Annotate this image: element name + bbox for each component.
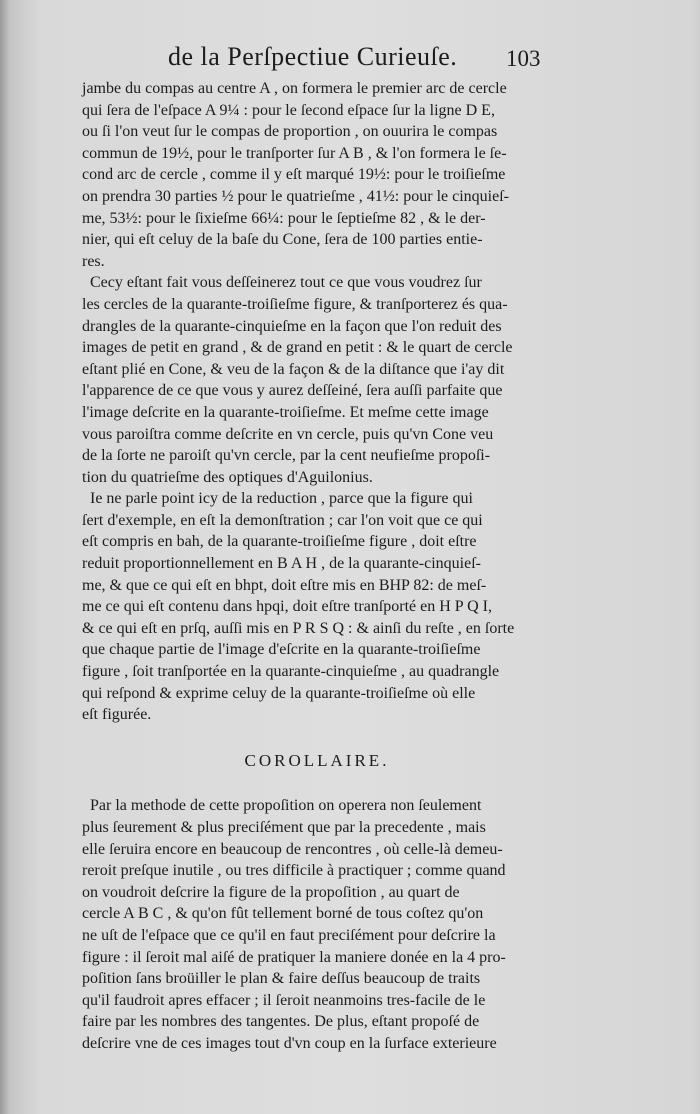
text-line: me, & que ce qui eſt en bhpt, doit eſtre mis en BHP 82: de meſ-	[82, 576, 487, 594]
text-body	[82, 78, 538, 1055]
text-line: me, 53½: pour le ſixieſme 66¼: pour le ſeptieſme 82 , & le der-	[82, 209, 486, 227]
text-line: eſtant plié en Cone, & veu de la façon & de la diſtance que i'ay dit	[82, 360, 505, 378]
text-line: plus ſeurement & plus preciſément que par la precedente , mais	[82, 819, 486, 836]
text-line: tion du quatrieſme des optiques d'Aguilonius.	[82, 468, 373, 486]
text-line: qui reſpond & exprime celuy de la quarante-troiſieſme où elle	[82, 684, 476, 702]
section-heading: COROLLAIRE.	[244, 750, 390, 770]
text-line: cercle A B C , & qu'on fût tellement borné de tous coſtez qu'on	[82, 905, 484, 923]
running-title: de la Perſpectiue Curieuſe.	[168, 42, 458, 71]
text-line: figure , ſoit tranſportée en la quarante-cinquieſme , au quadrangle	[82, 663, 500, 681]
paragraph-4	[82, 795, 538, 1054]
text-line: on prendra 30 parties ½ pour le quatrieſme , 41½: pour le cinquieſ-	[82, 187, 509, 205]
text-line: elle ſeruira encore en beaucoup de rencontres , où celle-là demeu-	[82, 840, 503, 858]
text-line: commun de 19½, pour le tranſporter ſur A B , & l'on formera le ſe-	[82, 144, 507, 162]
paragraph-2	[82, 272, 538, 488]
text-line: de la ſorte ne paroiſt qu'vn cercle, par la cent neufieſme propoſi-	[82, 447, 491, 465]
text-line: images de petit en grand , & de grand en petit : & le quart de cercle	[82, 339, 513, 357]
text-line: res.	[82, 252, 105, 270]
text-line: Par la methode de cette propoſition on operera non ſeulement	[90, 797, 482, 815]
text-line: faire par les nombres des tangentes. De plus, eſtant propoſé de	[82, 1013, 480, 1031]
text-line: qu'il faudroit apres effacer ; il ſeroit neanmoins tres-facile de le	[82, 991, 486, 1009]
text-line: jambe du compas au centre A , on formera le premier arc de cercle	[82, 80, 507, 97]
text-line: cond arc de cercle , comme il y eſt marqué 19½: pour le troiſieſme	[82, 166, 506, 184]
text-line: on voudroit deſcrire la figure de la propoſition , au quart de	[82, 883, 460, 901]
text-line: l'image deſcrite en la quarante-troiſieſme. Et meſme cette image	[82, 403, 489, 421]
text-line: vous paroiſtra comme deſcrite en vn cercle, puis qu'vn Cone veu	[82, 425, 494, 443]
text-line: ſert d'exemple, en eſt la demonſtration ; car l'on voit que ce qui	[82, 511, 483, 529]
text-line: ou ſi l'on veut ſur le compas de proportion , on ouurira le compas	[82, 123, 498, 141]
text-line: Ie ne parle point icy de la reduction , parce que la figure qui	[90, 490, 473, 508]
text-line: Cecy eſtant fait vous deſſeinerez tout ce que vous voudrez ſur	[90, 274, 482, 292]
text-line: & ce qui eſt en prſq, auſſi mis en P R S Q : & ainſi du reſte , en ſorte	[82, 619, 515, 637]
text-line: eſt compris en bah, de la quarante-troiſieſme figure , doit eſtre	[82, 533, 477, 551]
text-line: nier, qui eſt celuy de la baſe du Cone, ſera de 100 parties entie-	[82, 231, 483, 249]
text-line: poſition ſans broüiller le plan & faire deſſus beaucoup de traits	[82, 970, 481, 988]
text-line: eſt figurée.	[82, 706, 152, 724]
text-line: l'apparence de ce que vous y aurez deſſeiné, ſera auſſi parfaite que	[82, 382, 503, 400]
text-line: les cercles de la quarante-troiſieſme figure, & tranſporterez és qua-	[82, 295, 508, 313]
text-line: reduit proportionnellement en B A H , de la quarante-cinquieſ-	[82, 555, 481, 573]
paragraph-1	[82, 78, 538, 272]
page-number: 103	[506, 46, 541, 71]
text-line: deſcrire vne de ces images tout d'vn coup en la ſurface exterieure	[82, 1034, 497, 1052]
text-line: drangles de la quarante-cinquieſme en la façon que l'on reduit des	[82, 317, 502, 335]
text-line: me ce qui eſt contenu dans hpqi, doit eſtre tranſporté en H P Q I,	[82, 598, 492, 616]
text-line: qui ſera de l'eſpace A 9¼ : pour le ſecond eſpace ſur la ligne D E,	[82, 101, 495, 119]
paragraph-3	[82, 488, 538, 726]
text-line: figure : il ſeroit mal aiſé de pratiquer la maniere donée en la 4 pro-	[82, 948, 506, 966]
page-header	[0, 42, 700, 76]
text-line: que chaque partie de l'image d'eſcrite en la quarante-troiſieſme	[82, 641, 481, 659]
text-line: ne uſt de l'eſpace que ce qu'il en faut preciſément pour deſcrire la	[82, 926, 496, 944]
text-line: reroit preſque inutile , ou tres difficile à practiquer ; comme quand	[82, 862, 506, 880]
